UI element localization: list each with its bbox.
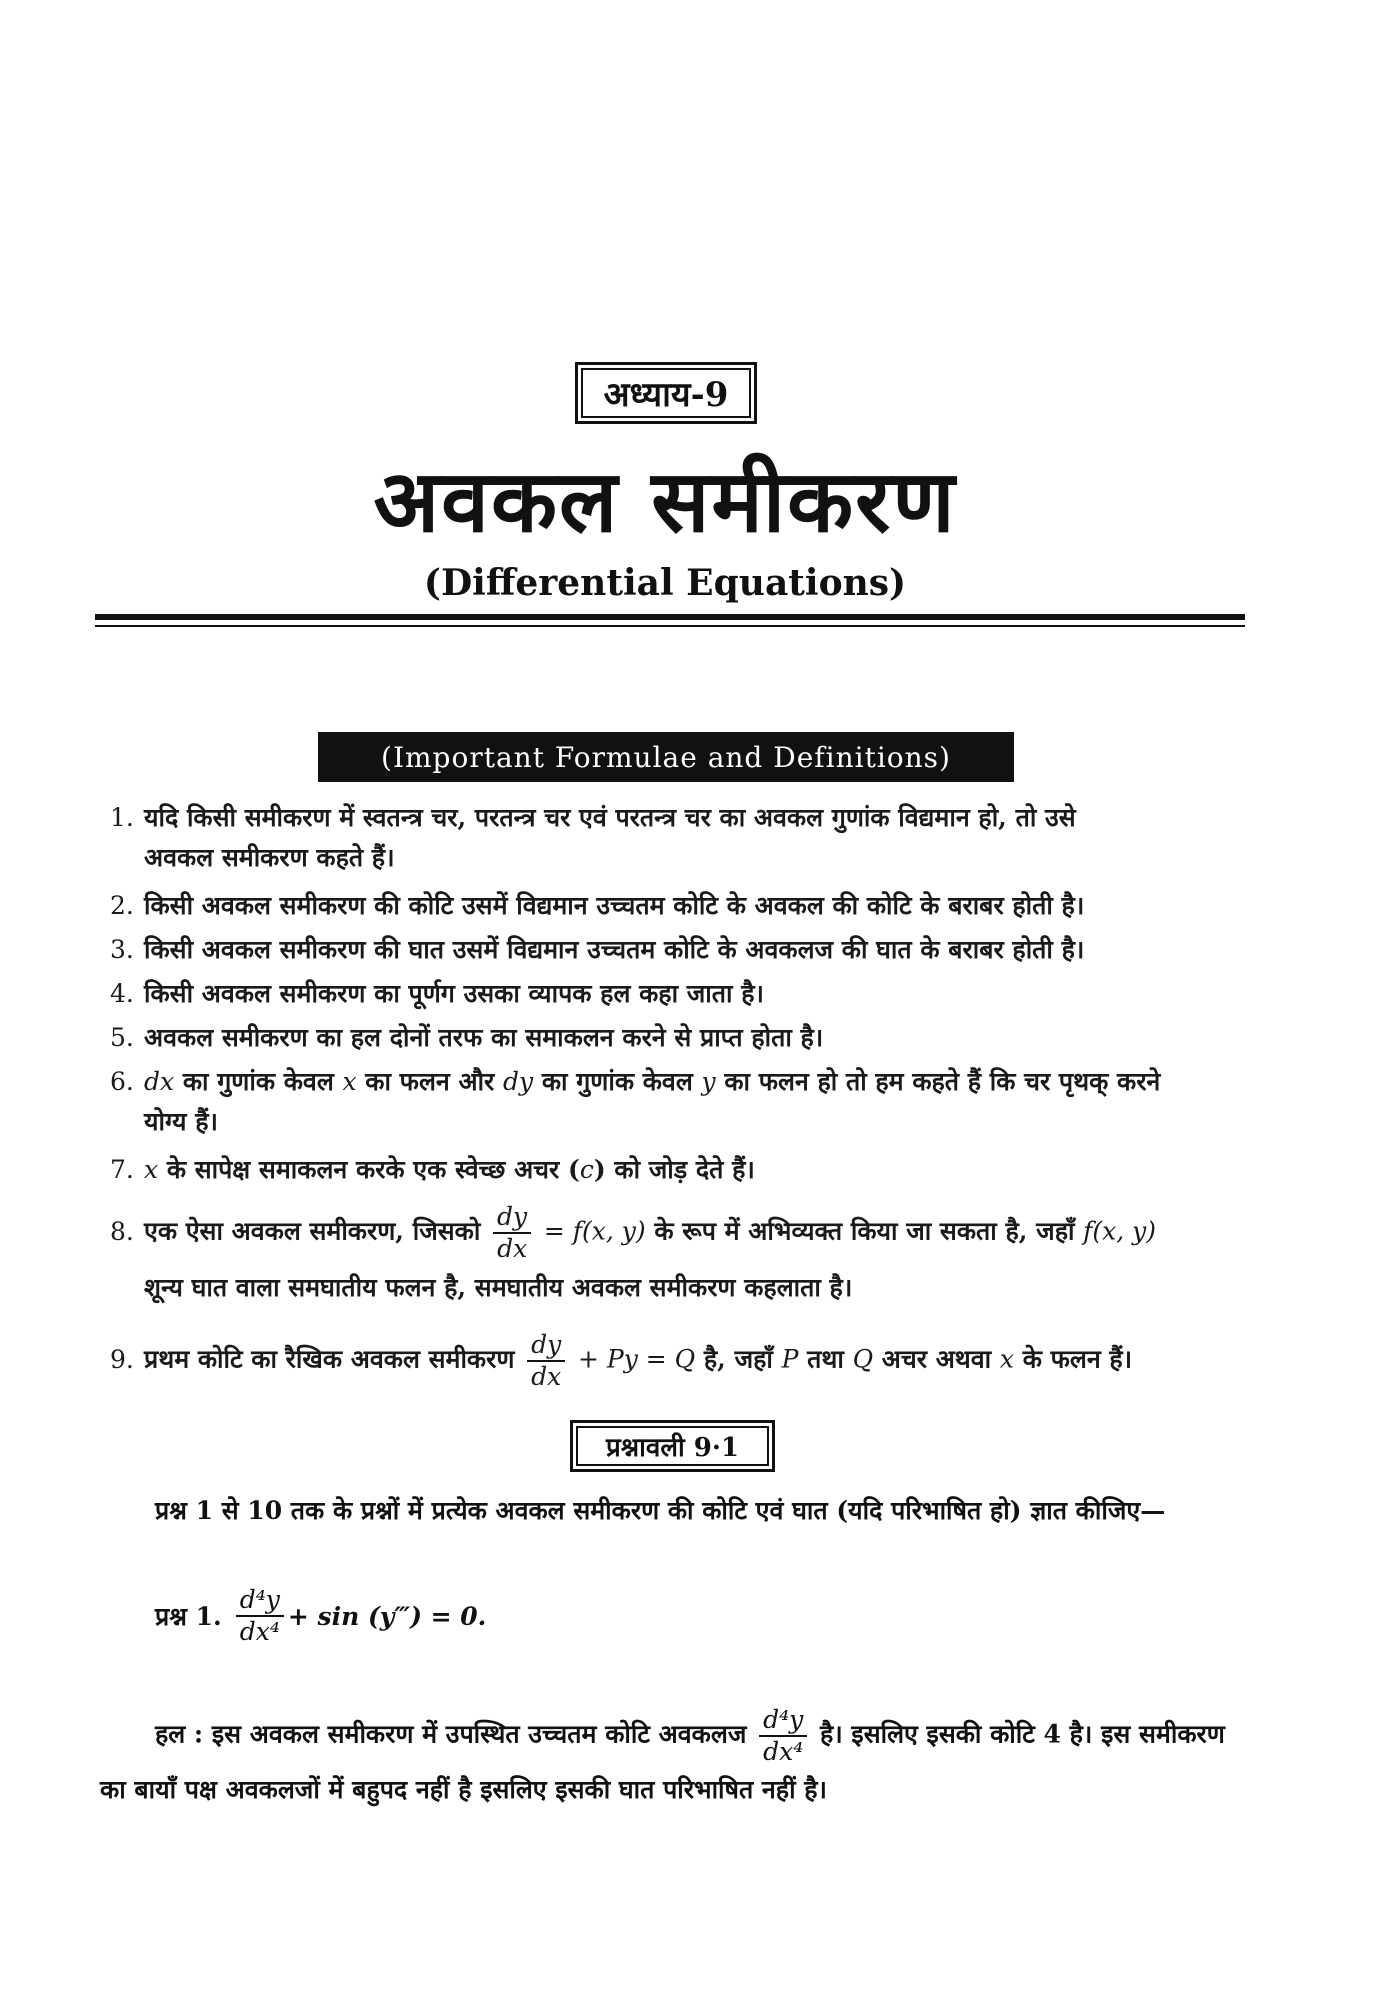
list-item: 8. एक ऐसा अवकल समीकरण, जिसको $\frac{dy}{dx}$ = f(x, y) के रूप में अभिव्यक्त किया जा सकता है, जहाँ f(x, y) शून्य घात वाला समघातीय फलन है, समघातीय अवकल समीकरण कहलाता है। xyxy=(110,1202,1157,1302)
list-item: 6. dx का गुणांक केवल x का फलन और dy का गुणांक केवल y का फलन हो तो हम कहते हैं कि चर पृथक् करने योग्य हैं। xyxy=(110,1062,1250,1142)
fraction: $\frac{\text{d⁴y}}{\text{dx⁴}}$ xyxy=(236,1585,284,1647)
item-number: 2. xyxy=(110,891,134,920)
item-number: 6. xyxy=(110,1067,134,1096)
list-item: 9. प्रथम कोटि का रैखिक अवकल समीकरण $\frac{dy}{dx}$ + Py = Q है, जहाँ P तथा Q अचर अथवा x के फलन हैं। xyxy=(110,1330,1133,1391)
question-label: प्रश्न 1. xyxy=(155,1602,222,1631)
item-number: 3. xyxy=(110,935,134,964)
section-banner: (Important Formulae and Definitions) xyxy=(318,732,1014,782)
list-item: 5. अवकल समीकरण का हल दोनों तरफ का समाकलन करने से प्राप्त होता है। xyxy=(110,1018,1250,1058)
chapter-label: अध्याय-9 xyxy=(575,362,757,424)
item-number: 4. xyxy=(110,979,134,1008)
fraction: $\frac{dy}{dx}$ xyxy=(527,1330,565,1392)
list-item: 3. किसी अवकल समीकरण की घात उसमें विद्यमान उच्चतम कोटि के अवकलज की घात के बराबर होती है। xyxy=(110,930,1250,970)
item-number: 7. xyxy=(110,1155,134,1184)
exercise-label: प्रश्नावली 9·1 xyxy=(570,1420,775,1472)
title-rule-thick xyxy=(95,614,1245,620)
item-number: 1. xyxy=(110,803,134,832)
item-number: 8. xyxy=(110,1216,134,1246)
solution-text: हल : इस अवकल समीकरण में उपस्थित उच्चतम कोटि अवकलज $\frac{\text{d⁴y}}{\text{dx⁴}}$ है। इसलिए इसकी कोटि 4 है। इस समीकरण का बायाँ पक्ष अवकलजों में बहुपद नहीं है इसलिए इसकी घात परिभाषित नहीं है। xyxy=(100,1705,1225,1804)
chapter-title-hindi: अवकल समीकरण xyxy=(373,451,957,552)
fraction: $\frac{dy}{dx}$ xyxy=(493,1202,531,1264)
list-item: 1. यदि किसी समीकरण में स्वतन्त्र चर, परतन्त्र चर एवं परतन्त्र चर का अवकल गुणांक विद्यमान हो, तो उसे अवकल समीकरण कहते हैं। xyxy=(110,798,1250,878)
item-number: 5. xyxy=(110,1023,134,1052)
list-item: 7. x के सापेक्ष समाकलन करके एक स्वेच्छ अचर (c) को जोड़ देते हैं। xyxy=(110,1150,1250,1190)
title-rule-thin xyxy=(95,625,1245,627)
list-item: 2. किसी अवकल समीकरण की कोटि उसमें विद्यमान उच्चतम कोटि के अवकल की कोटि के बराबर होती है। xyxy=(110,886,1250,926)
exercise-instruction: प्रश्न 1 से 10 तक के प्रश्नों में प्रत्येक अवकल समीकरण की कोटि एवं घात (यदि परिभाषित हो) ज्ञात कीजिए— xyxy=(155,1496,1166,1525)
fraction: $\frac{\text{d⁴y}}{\text{dx⁴}}$ xyxy=(759,1705,807,1767)
item-number: 9. xyxy=(110,1344,134,1374)
chapter-title-english: (Differential Equations) xyxy=(423,562,907,604)
question-1: प्रश्न 1. $\frac{\text{d⁴y}}{\text{dx⁴}}$ + sin (y‴) = 0. xyxy=(155,1585,487,1646)
list-item: 4. किसी अवकल समीकरण का पूर्णग उसका व्यापक हल कहा जाता है। xyxy=(110,974,1250,1014)
